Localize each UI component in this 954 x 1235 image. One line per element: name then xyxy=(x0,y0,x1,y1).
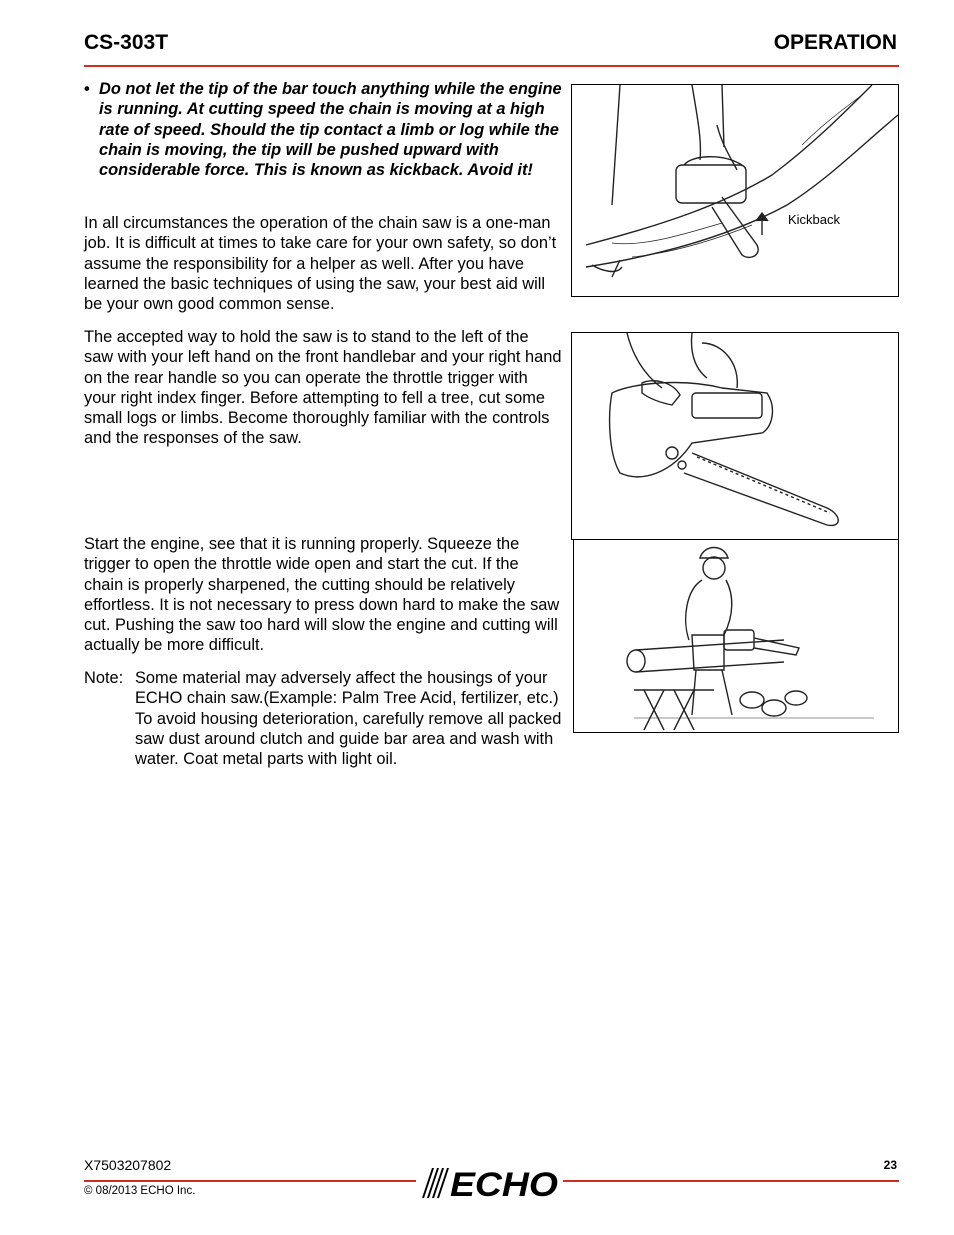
holding-saw-figure xyxy=(571,332,899,540)
paragraph-start-cut: Start the engine, see that it is running properly. Squeeze the trigger to open the throttle wide open and start the cut. If the chain is properly sharpened, the cutting should be relatively effortless. It is not necessary to press down hard to make the saw cut. Pushing the saw too hard will slow the engine and cutting will actually be more difficult. xyxy=(84,535,560,655)
part-number: X7503207802 xyxy=(84,1157,172,1173)
note-block xyxy=(84,668,564,769)
copyright: © 08/2013 ECHO Inc. xyxy=(84,1185,196,1197)
note-label: Note: xyxy=(84,669,124,687)
footer-rule-right xyxy=(563,1180,899,1182)
kickback-warning xyxy=(84,79,562,180)
bullet: • xyxy=(84,80,90,98)
kickback-label: Kickback xyxy=(788,212,841,227)
paragraph-one-man-job: In all circumstances the operation of the chain saw is a one-man job. It is difficult at times to take care for your own safety, so don’t assume the responsibility for a helper as well. After you have learned the basic techniques of using the saw, your best aid will be your own good common sense. xyxy=(84,214,557,314)
cutting-log-illustration xyxy=(574,540,898,732)
warning-text: Do not let the tip of the bar touch anything while the engine is running. At cutting speed the chain is moving at a high rate of speed. Should the tip contact a limb or log while the chain is moving, the tip will be pushed upward with considerable force. This is known as kickback. Avoid it! xyxy=(99,80,562,180)
header-rule xyxy=(84,65,899,67)
section-title: OPERATION xyxy=(773,31,897,54)
page-number: 23 xyxy=(883,1158,897,1172)
kickback-illustration xyxy=(572,85,898,296)
footer-rule-left xyxy=(84,1180,416,1182)
echo-logo xyxy=(420,1166,562,1200)
paragraph-hold-saw: The accepted way to hold the saw is to stand to the left of the saw with your left hand on the front handlebar and your right hand on the rear handle so you can operate the throttle trigger with your right index finger. Before attempting to fell a tree, cut some small logs or limbs. Become thoroughly familiar with the controls and the responses of the saw. xyxy=(84,328,562,448)
model-title: CS-303T xyxy=(84,31,169,54)
cutting-log-figure xyxy=(573,539,899,733)
kickback-figure xyxy=(571,84,899,297)
holding-saw-illustration xyxy=(572,333,898,539)
logo-text: ECHO xyxy=(450,1166,558,1200)
note-text: Some material may adversely affect the housings of your ECHO chain saw.(Example: Palm Tree Acid, fertilizer, etc.) To avoid housing deterioration, carefully remove all packed saw dust around clutch and guide bar area and wash with water. Coat metal parts with light oil. xyxy=(135,669,562,769)
